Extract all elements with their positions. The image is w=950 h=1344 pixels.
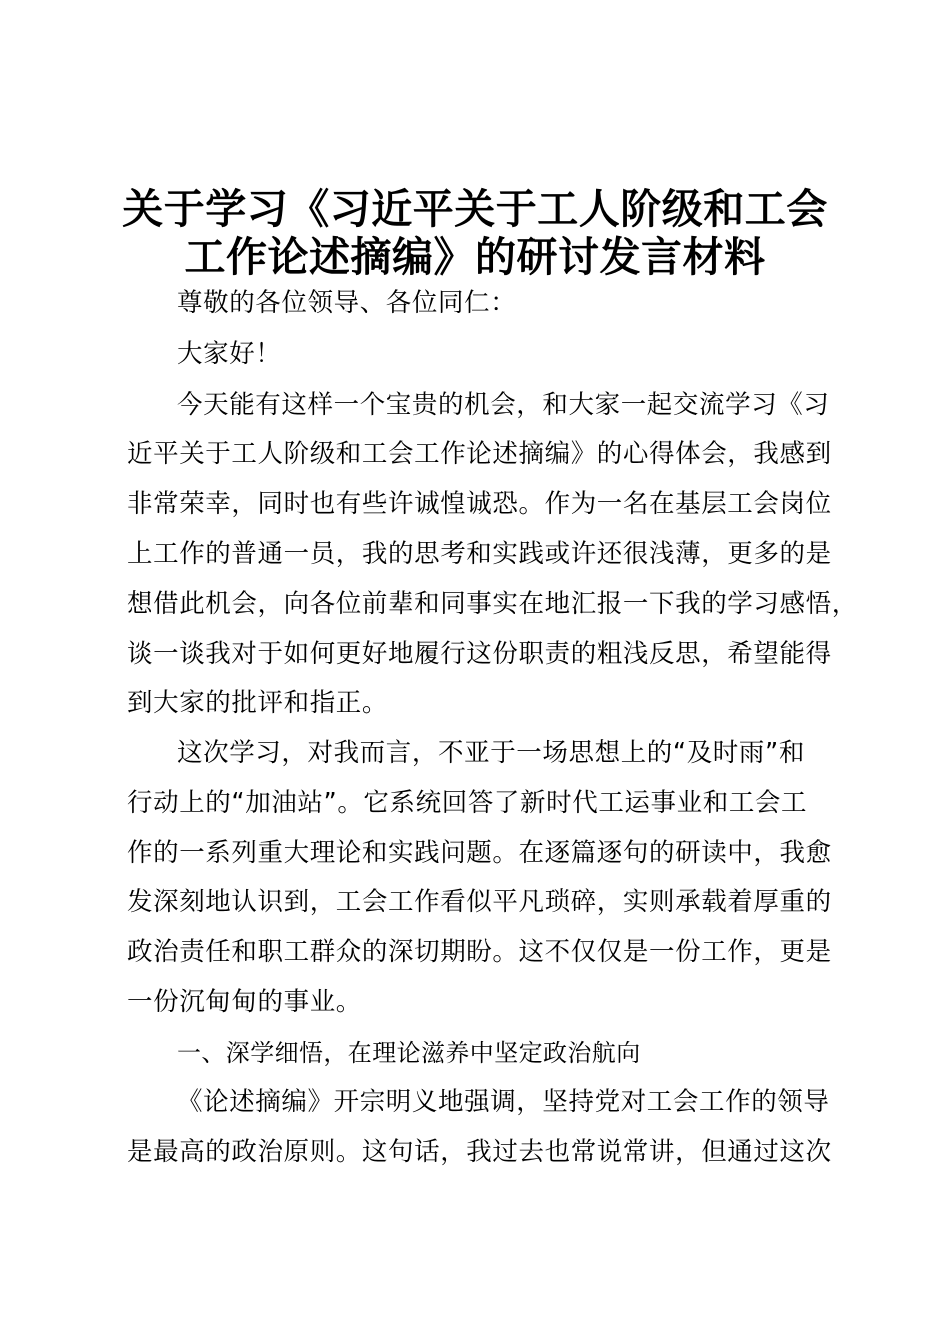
greeting: 大家好！ xyxy=(177,339,282,369)
section-heading: 一、深学细悟，在理论滋养中坚定政治航向 xyxy=(177,1039,641,1067)
body-line: 行动上的“加油站”。它系统回答了新时代工运事业和工会工 xyxy=(127,788,808,818)
body-line: 想借此机会，向各位前辈和同事实在地汇报一下我的学习感悟， xyxy=(127,589,858,619)
salutation: 尊敬的各位领导、各位同仁： xyxy=(177,288,517,318)
body-line: 《论述摘编》开宗明义地强调，坚持党对工会工作的领导 xyxy=(177,1087,830,1117)
body-line: 近平关于工人阶级和工会工作论述摘编》的心得体会，我感到 xyxy=(127,439,832,469)
body-line: 上工作的普通一员，我的思考和实践或许还很浅薄，更多的是 xyxy=(127,539,832,569)
body-line: 发深刻地认识到，工会工作看似平凡琐碎，实则承载着厚重的 xyxy=(127,887,832,917)
document-title-line-2: 工作论述摘编》的研讨发言材料 xyxy=(184,233,766,281)
body-line: 今天能有这样一个宝贵的机会，和大家一起交流学习《习 xyxy=(177,390,830,420)
body-line: 是最高的政治原则。这句话，我过去也常说常讲，但通过这次 xyxy=(127,1137,832,1167)
document-title-line-1: 关于学习《习近平关于工人阶级和工会 xyxy=(122,185,828,233)
body-line: 谈一谈我对于如何更好地履行这份职责的粗浅反思，希望能得 xyxy=(127,639,832,669)
body-line: 非常荣幸，同时也有些许诚惶诚恐。作为一名在基层工会岗位 xyxy=(127,489,832,519)
body-line: 作的一系列重大理论和实践问题。在逐篇逐句的研读中，我愈 xyxy=(127,838,832,868)
body-line: 到大家的批评和指正。 xyxy=(127,688,389,718)
body-line: 一份沉甸甸的事业。 xyxy=(127,987,362,1017)
body-line: 这次学习，对我而言，不亚于一场思想上的“及时雨”和 xyxy=(177,738,805,768)
body-line: 政治责任和职工群众的深切期盼。这不仅仅是一份工作，更是 xyxy=(127,937,832,967)
